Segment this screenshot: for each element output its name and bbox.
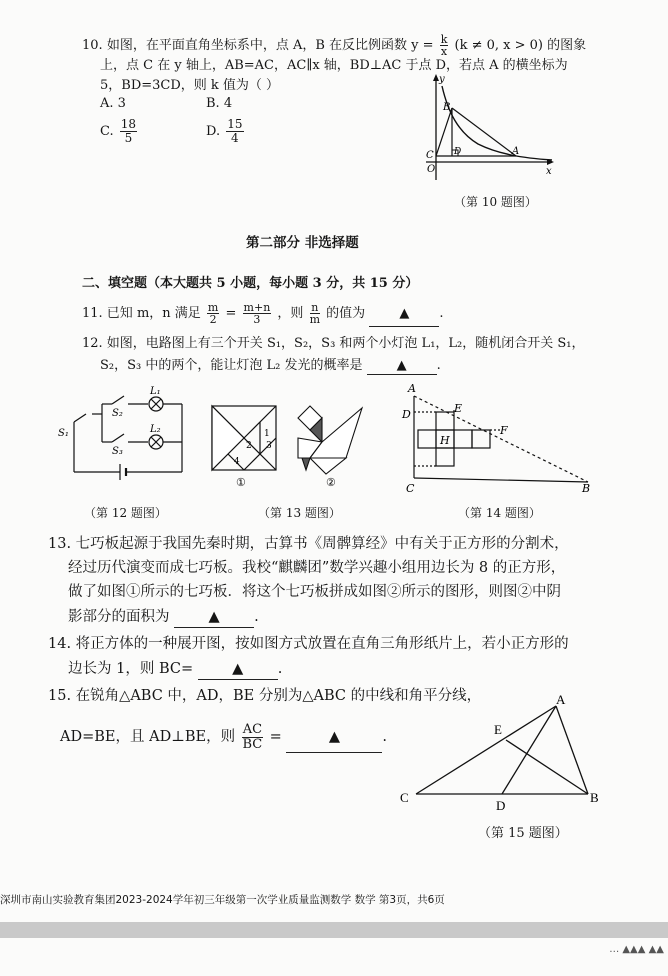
q14-line2 — [68, 659, 282, 680]
label-s1: S₁ — [58, 428, 69, 439]
q10-frac-den: x — [440, 45, 448, 58]
fig10-label-b: B — [443, 102, 451, 113]
q11-frac-m2 — [207, 302, 219, 325]
fig14-label-c: C — [406, 482, 415, 494]
net-square-top — [436, 412, 454, 430]
fig15-label-e: E — [494, 722, 502, 737]
q11-text-c: 的值为 — [326, 306, 366, 321]
q11-n: n — [311, 301, 319, 314]
q10-line1a: 如图，在平面直角坐标系中，点 A，B 在反比例函数 y = — [106, 38, 434, 53]
fig14-label-e: E — [454, 402, 463, 415]
q15-frac-ac-bc — [242, 723, 263, 752]
q11-m2: m — [309, 313, 321, 326]
triangle-side-ab — [556, 706, 588, 794]
tangram-label-2: 2 — [246, 441, 252, 451]
fig15-label-d: D — [496, 798, 506, 812]
net-square-2 — [454, 430, 472, 448]
fig14-label-h: H — [440, 434, 450, 447]
q14-end: . — [277, 661, 283, 677]
label-s3: S₃ — [112, 446, 123, 457]
fig15-label-c: C — [400, 790, 409, 805]
net-square-bottom — [436, 448, 454, 466]
fig15-label-b: B — [590, 790, 599, 805]
fig14-label-f: F — [500, 424, 508, 437]
tangram-caption-1: ① — [236, 476, 246, 489]
tangram-label-1: 1 — [264, 429, 270, 439]
q10-option-c-label: C. — [100, 124, 114, 139]
q15-answer-blank[interactable]: ▲ — [286, 722, 382, 753]
fill-in-heading: 二、填空题（本大题共 5 小题，每小题 3 分，共 15 分） — [82, 276, 419, 291]
triangle-side-cb — [414, 478, 588, 482]
label-l1: L₁ — [150, 386, 161, 397]
page-footer: 深圳市南山实验教育集团2023-2024学年初三年级第一次学业质量监测数学 数学 第3页，共6页 — [0, 894, 445, 906]
q11-3: 3 — [253, 313, 261, 326]
q10-frac-num: k — [440, 33, 448, 46]
q10-line2: 上，点 C 在 y 轴上，AB=AC，AC∥x 轴，BD⊥AC 于点 D，若点 A 的横坐标为 — [100, 58, 568, 73]
q13-end: . — [254, 609, 259, 625]
fig10-label-y: y — [439, 74, 445, 85]
fig14-label-d: D — [402, 408, 411, 421]
q14-line2-text: 边长为 1，则 BC= — [68, 661, 194, 677]
q10-option-d-num: 15 — [227, 117, 243, 131]
fig10-label-x: x — [546, 166, 552, 177]
q10-option-d-frac — [226, 118, 243, 145]
label-l2: L₂ — [150, 424, 161, 435]
segment-ba — [452, 108, 516, 156]
q13-line4 — [68, 607, 259, 628]
q10-option-d-label: D. — [206, 124, 221, 139]
q11-m: m — [207, 301, 219, 314]
q15-line2-text: AD=BE，且 AD⊥BE，则 — [60, 729, 236, 745]
q11-frac-nm — [310, 302, 320, 325]
fig15-label-a: A — [556, 694, 566, 707]
q15-bc: BC — [242, 736, 263, 752]
switch-s1-blade — [74, 414, 86, 422]
label-s2: S₂ — [112, 408, 123, 419]
q12-line2-text: S₂，S₃ 中的两个，能让灯泡 L₂ 发光的概率是 — [100, 358, 363, 373]
fig14-label-b: B — [582, 482, 591, 494]
q10-option-c — [100, 118, 139, 145]
figure-13 — [206, 398, 366, 490]
q15-end: . — [382, 729, 388, 745]
switch-s3-blade — [112, 434, 124, 442]
q13-line2: 经过历代演变而成七巧板。我校“麒麟团”数学兴趣小组用边长为 8 的正方形， — [68, 560, 566, 576]
fig10-label-d: D — [454, 147, 462, 157]
net-square-3 — [472, 430, 490, 448]
triangle-side-ca — [416, 706, 556, 794]
fig13-caption: （第 13 题图） — [258, 506, 341, 520]
tangram-caption-2: ② — [326, 476, 336, 489]
q12-answer-blank[interactable]: ▲ — [367, 358, 437, 375]
fig14-caption: （第 14 题图） — [458, 506, 541, 520]
q10-k-over-x — [440, 34, 449, 57]
q11-answer-blank[interactable]: ▲ — [369, 302, 439, 327]
q15-eq: = — [269, 729, 282, 745]
q11-text-a: 11. 已知 m，n 满足 — [82, 306, 201, 321]
fig10-label-o: O — [427, 164, 436, 175]
figure-10 — [418, 72, 558, 184]
q11-frac-mn3 — [243, 302, 272, 325]
q10-option-c-frac — [120, 118, 137, 145]
q11-eq: = — [225, 306, 237, 321]
switch-s2-blade — [112, 396, 124, 404]
q11-2: 2 — [209, 313, 217, 326]
fig15-caption: （第 15 题图） — [478, 826, 568, 841]
fig10-label-c: C — [426, 150, 434, 161]
fig12-caption: （第 12 题图） — [84, 506, 167, 520]
q11-end: . — [439, 306, 444, 321]
q10-line3: 5，BD=3CD，则 k 值为（ ） — [100, 78, 280, 93]
q10-option-c-num: 18 — [120, 117, 137, 131]
q10-option-c-den: 5 — [124, 131, 133, 145]
q10-option-b: B. 4 — [206, 96, 233, 111]
q15-line1: 15. 在锐角△ABC 中，AD，BE 分别为△ABC 的中线和角平分线， — [48, 688, 482, 704]
q11-text-b: ，则 — [277, 306, 304, 321]
q12-line2 — [100, 358, 441, 375]
bird-tail — [310, 458, 346, 474]
q10-caption: （第 10 题图） — [454, 195, 537, 209]
q15-ac: AC — [242, 721, 263, 737]
q13-answer-blank[interactable]: ▲ — [174, 607, 254, 628]
q14-answer-blank[interactable]: ▲ — [198, 659, 278, 680]
q10-option-a: A. 3 — [100, 96, 126, 111]
fig10-label-a: A — [512, 146, 520, 157]
q13-line3: 做了如图①所示的七巧板．将这个七巧板拼成如图②所示的图形，则图②中阴 — [68, 584, 561, 600]
q12-line1: 12. 如图，电路图上有三个开关 S₁，S₂，S₃ 和两个小灯泡 L₁，L₂，随机闭合开关 S₁， — [82, 336, 585, 351]
q11 — [82, 302, 443, 326]
figure-14 — [398, 382, 598, 494]
q10-option-d — [206, 118, 246, 145]
corner-text: … ▲▲▲ ▲▲ — [609, 944, 664, 955]
q12-end: . — [436, 358, 441, 373]
q15-line2 — [60, 722, 387, 752]
median-ad — [502, 706, 556, 794]
net-square-1 — [418, 430, 436, 448]
fig14-label-a: A — [408, 382, 416, 395]
scan-edge-band — [0, 922, 668, 938]
q10-line1b: (k ≠ 0, x > 0) 的图象 — [454, 38, 587, 53]
part2-heading: 第二部分 非选择题 — [246, 235, 359, 251]
tangram-label-3: 3 — [266, 441, 272, 451]
q10-option-d-den: 4 — [231, 131, 239, 145]
q14-line1: 14. 将正方体的一种展开图，按如图方式放置在直角三角形纸片上，若小正方形的 — [48, 636, 569, 652]
q10-number: 10. — [82, 38, 103, 53]
segment-bc — [436, 108, 452, 156]
figure-12 — [56, 384, 192, 482]
q13-line4-text: 影部分的面积为 — [68, 609, 170, 625]
q13-line1: 13. 七巧板起源于我国先秦时期，古算书《周髀算经》中有关于正方形的分割术， — [48, 536, 569, 552]
tangram-label-4: 4 — [234, 457, 240, 467]
figure-15 — [396, 694, 606, 812]
bird-foot-shaded — [302, 458, 310, 470]
q11-mn: m+n — [243, 301, 271, 314]
